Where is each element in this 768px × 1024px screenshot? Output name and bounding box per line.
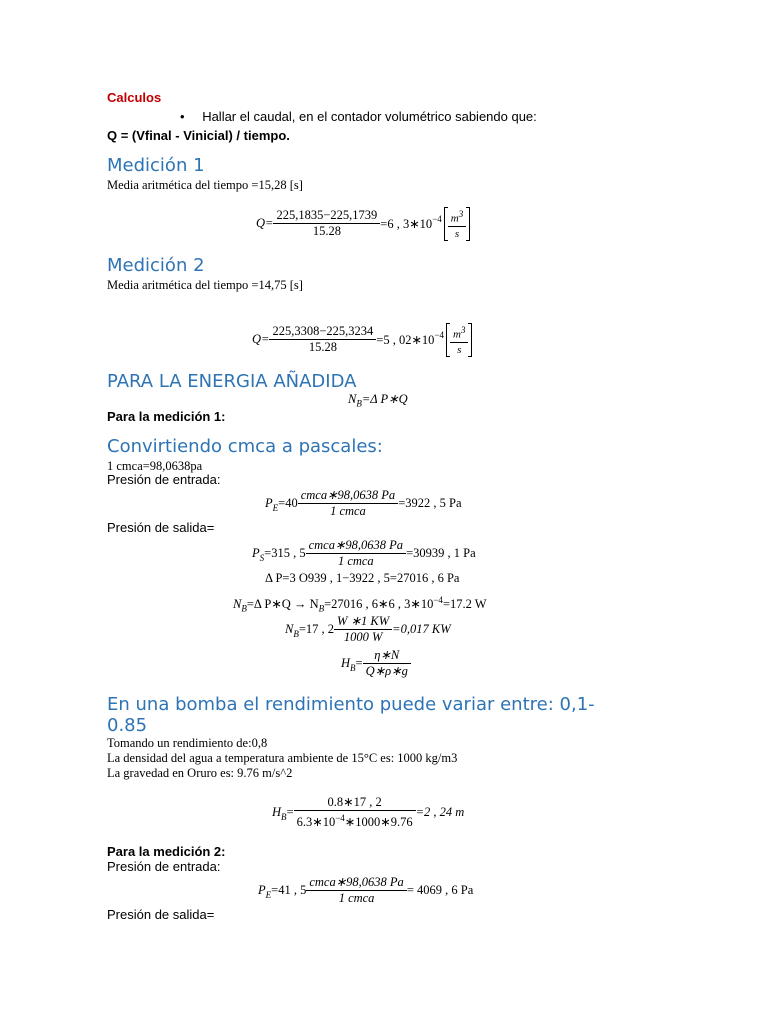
eq-result: =6 , 3∗10: [380, 216, 433, 231]
label-presion-salida-2: Presión de salida=: [107, 907, 215, 922]
unit-den: s: [454, 227, 460, 240]
rendimiento-text: Tomando un rendimiento de:0,8: [107, 736, 268, 750]
label-presion-salida: Presión de salida=: [107, 520, 215, 535]
bullet-icon: •: [180, 109, 185, 124]
delta-p-equation: Δ P=3 O939 , 1−3922 , 5=27016 , 6 Pa: [265, 571, 460, 585]
pe2-coef: =41 , 5: [271, 883, 307, 897]
pe-coef: =40: [278, 496, 298, 510]
ps-result: =30939 , 1 Pa: [406, 546, 476, 560]
heading-bomba-line1: En una bomba el rendimiento puede variar entre: 0,1-: [107, 694, 595, 715]
eq-lhs: Q=: [252, 332, 270, 347]
nb-eq-rhs: =Δ P∗Q: [361, 392, 408, 406]
calculos-title: Calculos: [107, 90, 162, 105]
heading-medicion-2: Medición 2: [107, 255, 205, 276]
hb-num: η∗N: [363, 648, 411, 664]
eq-exponent: −4: [434, 329, 445, 340]
q-equation-1: [256, 207, 470, 241]
formula-q: Q = (Vfinal - Vinicial) / tiempo.: [107, 128, 290, 143]
nb-equation: $N_B=\Delta$ P∗Q: [348, 392, 408, 409]
q-equation-2: [252, 323, 472, 357]
gravedad-text: La gravedad en Oruro es: 9.76 m/s^2: [107, 766, 293, 780]
eq-exponent: −4: [432, 213, 442, 224]
hb-result-den-exp: −4: [335, 813, 345, 823]
ps-coef: =315 , 5: [264, 546, 306, 560]
hb-result-den-a: 6.3∗10: [296, 815, 336, 830]
hb-result-num: 0.8∗17 , 2: [294, 795, 416, 811]
ps-num: cmca∗98,0638 Pa: [306, 538, 406, 554]
ps-equation: PS=315 , 5 $\frac{\text{cmca∗98,0638 Pa}}{\text{1 cmca}}$ =30939 , 1 Pa: [252, 538, 476, 568]
nb-calc-c: =17.2 W: [442, 597, 487, 612]
label-presion-entrada-2: Presión de entrada:: [107, 859, 221, 874]
heading-convirtiendo: Convirtiendo cmca a pascales:: [107, 436, 383, 457]
heading-bomba-line2: 0.85: [107, 715, 148, 736]
hb-result-equation: HB= $\frac{0.8∗17 , 2}{6.3∗10^{-4}∗1000∗9.76}$ =2 , 24 m: [272, 795, 465, 830]
label-medicion-2: Para la medición 2:: [107, 844, 226, 859]
cmca-conversion: 1 cmca=98,0638pa: [107, 459, 203, 473]
eq-denominator: 15.28: [312, 224, 341, 239]
ps-den: 1 cmca: [337, 554, 374, 568]
eq-result: =5 , 02∗10: [376, 332, 435, 347]
nb-kw-num: W ∗1 KW: [334, 614, 392, 630]
nb-calc-exp: −4: [433, 595, 443, 605]
unit-den: s: [457, 343, 462, 356]
pe-num: cmca∗98,0638 Pa: [298, 488, 398, 504]
label-medicion-1: Para la medición 1:: [107, 409, 226, 424]
hb-formula: HB= $\frac{\eta∗N}{Q∗\rho∗g}$: [341, 648, 411, 679]
nb-kw-equation: NB=17 , 2 $\frac{W ∗1 KW}{1000 W}$ =0,017 KW: [285, 614, 451, 644]
nb-calc-equation: $N_B=\Delta$ P∗Q → $N_B=27016$ , 6∗6 , $3∗10^{-4}=17.2$ W: [233, 595, 487, 614]
unit-bracket: [446, 323, 472, 357]
bullet-text: Hallar el caudal, en el contador volumétrico sabiendo que:: [202, 109, 537, 124]
unit-num: m: [453, 328, 461, 341]
unit-num: m: [450, 212, 459, 225]
eq-denominator: 15.28: [308, 340, 337, 355]
eq-numerator: 225,3308−225,3234: [269, 324, 376, 340]
nb-kw-den: 1000 W: [343, 630, 383, 644]
bullet-item: [180, 109, 537, 124]
pe-equation-2: PE=41 , 5 $\frac{\text{cmca∗98,0638 Pa}}{\text{1 cmca}}$ = 4069 , 6 Pa: [258, 875, 474, 905]
pe2-num: cmca∗98,0638 Pa: [306, 875, 406, 891]
label-presion-entrada: Presión de entrada:: [107, 472, 221, 487]
hb-den: Q∗ρ∗g: [365, 664, 408, 678]
pe2-den: 1 cmca: [338, 891, 375, 905]
media-medicion-2: Media aritmética del tiempo =14,75 [s]: [107, 278, 303, 292]
pe-den: 1 cmca: [330, 504, 366, 518]
hb-result-den-b: ∗1000∗9.76: [344, 815, 413, 830]
unit-exp: 3: [458, 209, 464, 219]
pe-equation: PE=40 $\frac{\text{cmca∗98,0638 Pa}}{\text{1 cmca}}$ =3922 , 5 Pa: [265, 488, 462, 518]
unit-exp: 3: [460, 325, 466, 335]
media-medicion-1: Media aritmética del tiempo =15,28 [s]: [107, 178, 303, 192]
pe-result: =3922 , 5 Pa: [398, 496, 462, 510]
pe2-result: = 4069 , 6 Pa: [406, 883, 474, 897]
nb-calc-a: =Δ P∗Q → N: [246, 597, 319, 612]
nb-calc-b: =27016 , 6∗6 , 3∗10: [324, 597, 434, 612]
eq-numerator: 225,1835−225,1739: [273, 208, 380, 224]
heading-medicion-1: Medición 1: [107, 155, 205, 176]
eq-lhs: Q=: [256, 216, 274, 231]
densidad-text: La densidad del agua a temperatura ambiente de 15°C es: 1000 kg/m3: [107, 751, 458, 765]
heading-energia: PARA LA ENERGIA AÑADIDA: [107, 371, 357, 392]
nb-kw-coef: =17 , 2: [298, 622, 335, 636]
nb-kw-result: =0,017 KW: [392, 622, 451, 636]
unit-bracket: [444, 207, 470, 241]
hb-result-value: =2 , 24 m: [415, 805, 465, 820]
